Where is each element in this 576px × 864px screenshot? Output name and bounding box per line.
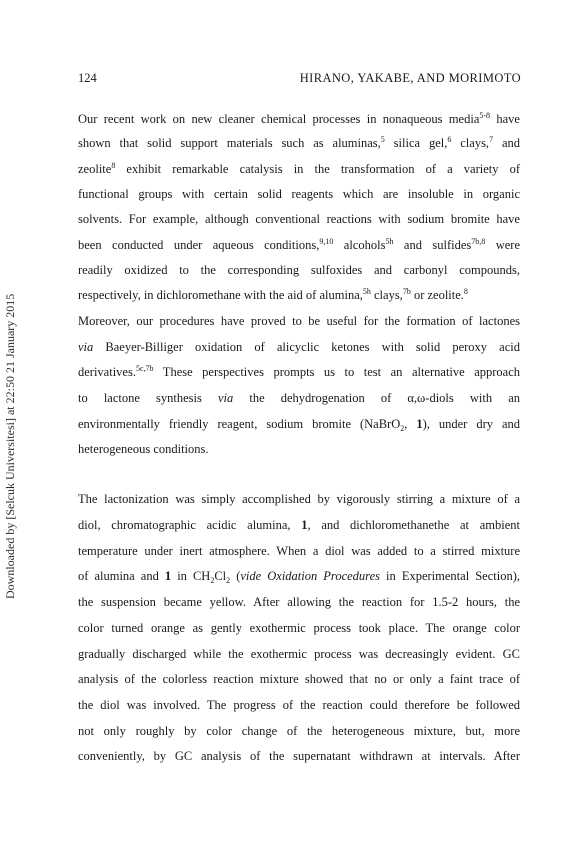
text-line: Moreover, our procedures have proved to be useful for the formation of lactones [78,314,520,328]
text-line: readily oxidized to the corresponding sulfoxides and carbonyl compounds, [78,263,520,277]
text-line: zeolite$^8$ exhibit remarkable catalysis in the transformation of a variety of [78,161,520,176]
text-line: solvents. For example, although conventional reactions with sodium bromite have [78,212,520,226]
download-watermark: Downloaded by [Selcuk Universitesi] at 22:50 21 January 2015 [3,293,17,599]
page-number: 124 [78,71,97,85]
running-head: HIRANO, YAKABE, AND MORIMOTO [299,71,521,85]
page-header [78,71,521,87]
text-line: to lactone synthesis via the dehydrogenation of α,ω-diols with an [78,391,520,405]
text-line: color turned orange as gently exothermic process took place. The orange color [78,621,520,635]
text-line: The lactonization was simply accomplished by vigorously stirring a mixture of a [78,492,520,506]
text-line: respectively, in dichloromethane with the aid of alumina,$^{5h}$ clays,$^{7b}$ or zeolite.$^8$ [78,287,468,302]
text-line: diol, chromatographic acidic alumina, 1, and dichloromethanethe at ambient [78,518,520,532]
text-line: derivatives.$^{5c,7b}$ These perspectives prompts us to test an alternative approach [78,364,520,379]
text-line: the diol was involved. The progress of the reaction could therefore be followed [78,698,520,712]
text-line: Our recent work on new cleaner chemical processes in nonaqueous media$^{5-8}$ have [78,111,520,126]
text-line: not only roughly by color change of the heterogeneous mixture, but, more [78,724,520,738]
text-line: the suspension became yellow. After allowing the reaction for 1.5-2 hours, the [78,595,520,609]
text-line: gradually discharged while the exothermic process was decreasingly evident. GC [78,647,520,661]
text-line: of alumina and 1 in $CH_2Cl_2$ (vide Oxidation Procedures in Experimental Section), [78,569,520,585]
text-line: conveniently, by GC analysis of the supernatant withdrawn at intervals. After [78,749,520,763]
text-line: functional groups with certain solid reagents which are insoluble in organic [78,187,520,201]
text-line: heterogeneous conditions. [78,442,209,456]
text-line: via Baeyer-Billiger oxidation of alicyclic ketones with solid peroxy acid [78,340,520,354]
text-line: analysis of the colorless reaction mixture showed that no or only a faint trace of [78,672,520,686]
text-line: shown that solid support materials such as aluminas,$^5$ silica gel,$^6$ clays,$^7$ and [78,135,520,150]
text-line: environmentally friendly reagent, sodium bromite (NaBrO$_2$, 1), under dry and [78,417,521,433]
text-line: been conducted under aqueous conditions,$^{9,10}$ alcohols$^{5h}$ and sulfides$^{7b,8}$ were [78,237,520,252]
text-line: temperature under inert atmosphere. When a diol was added to a stirred mixture [78,544,520,558]
